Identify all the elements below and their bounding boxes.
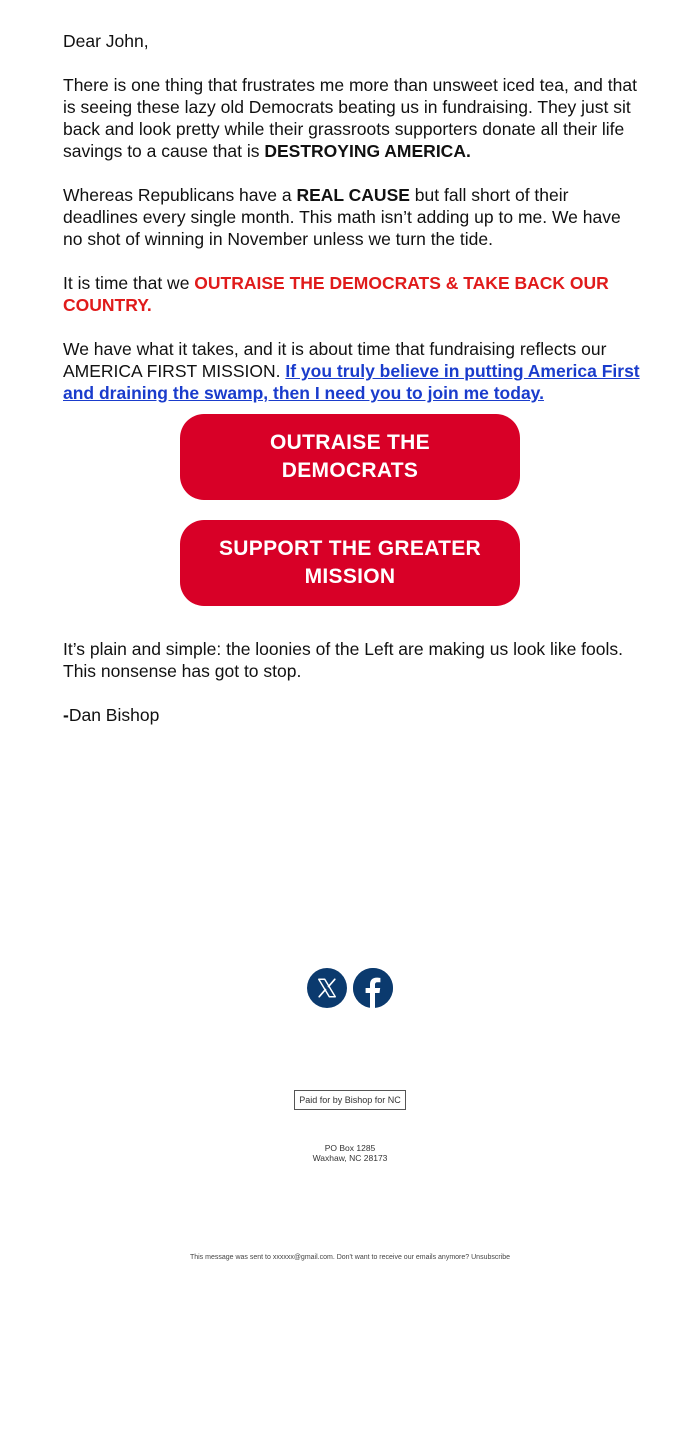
paragraph-2-text-b: but fall short of their deadlines every single month. This math isn’t adding up to me. We have no shot of winning in November unless we turn the tide. bbox=[63, 185, 621, 249]
paragraph-2-text-a: Whereas Republicans have a bbox=[63, 185, 297, 205]
paid-for-box: Paid for by Bishop for NC bbox=[294, 1090, 406, 1110]
unsubscribe-link[interactable]: Unsubscribe bbox=[471, 1254, 511, 1261]
address-line-1: PO Box 1285 bbox=[324, 1143, 376, 1153]
footer-message-text: This message was sent to xxxxxx@gmail.com. Don't want to receive our emails anymore? bbox=[189, 1254, 472, 1261]
paragraph-3-text: It is time that we bbox=[63, 273, 195, 293]
social-links bbox=[0, 968, 700, 1008]
facebook-icon[interactable] bbox=[353, 968, 393, 1008]
x-icon[interactable] bbox=[307, 968, 347, 1008]
footer-message bbox=[0, 1253, 700, 1263]
address-line-2: Waxhaw, NC 28173 bbox=[312, 1153, 388, 1163]
mailing-address bbox=[0, 1143, 700, 1163]
signature-dash: - bbox=[63, 705, 69, 725]
letter-closing bbox=[63, 638, 643, 748]
paragraph-1-text: There is one thing that frustrates me more than unsweet iced tea, and that is seeing these lazy old Democrats beating us in fundraising. They just sit back and look pretty while their grassroots supporters donate all their life savings to a cause that is bbox=[63, 75, 637, 161]
paragraph-5: It’s plain and simple: the loonies of the Left are making us look like fools. This nonsense has got to stop. bbox=[63, 639, 623, 681]
paragraph-4 bbox=[63, 338, 643, 404]
support-greater-mission-button[interactable]: SUPPORT THE GREATER MISSION bbox=[180, 520, 520, 606]
paragraph-3 bbox=[63, 272, 643, 316]
paid-for-wrap bbox=[0, 1090, 700, 1110]
paragraph-2 bbox=[63, 184, 643, 250]
paragraph-3-red: OUTRAISE THE DEMOCRATS & TAKE BACK OUR COUNTRY. bbox=[63, 273, 609, 315]
paragraph-4-text: We have what it takes, and it is about time that fundraising reflects our AMERICA FIRST MISSION. bbox=[63, 339, 607, 381]
signature: Dan Bishop bbox=[68, 705, 160, 725]
letter-body bbox=[63, 30, 643, 426]
greeting: Dear John, bbox=[63, 31, 149, 51]
paragraph-1-bold: DESTROYING AMERICA. bbox=[264, 141, 471, 161]
signature-line bbox=[63, 704, 643, 726]
paragraph-1 bbox=[63, 74, 643, 162]
paragraph-2-bold: REAL CAUSE bbox=[296, 185, 410, 205]
join-me-link[interactable]: If you truly believe in putting America First and draining the swamp, then I need you to join me today. bbox=[63, 361, 640, 403]
outraise-democrats-button[interactable]: OUTRAISE THE DEMOCRATS bbox=[180, 414, 520, 500]
